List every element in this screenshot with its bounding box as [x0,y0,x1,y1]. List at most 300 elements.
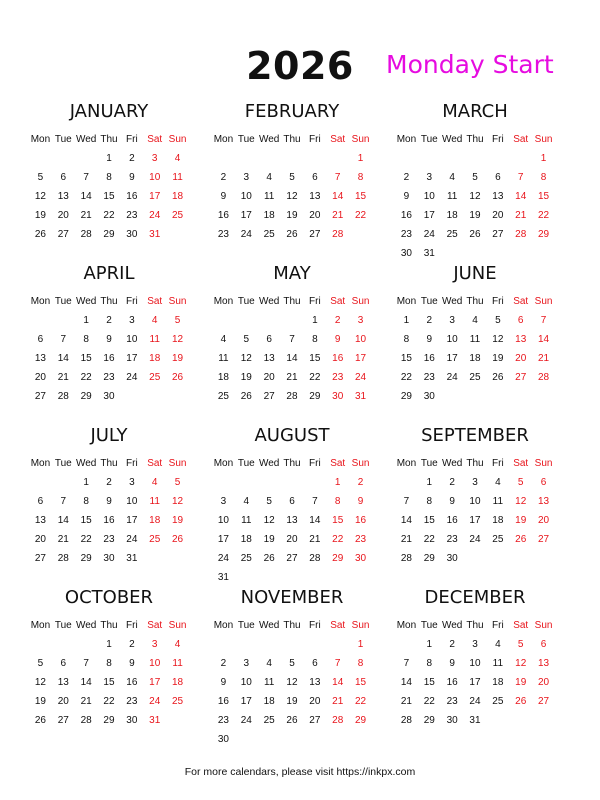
day-cell: 12 [492,334,504,345]
day-cell: 14 [57,353,69,364]
day-cell: 15 [400,353,412,364]
weekday-header-mon: Mon [30,296,51,307]
month-name: OCTOBER [64,587,154,608]
day-cell: 6 [266,334,272,345]
month-july [29,424,189,568]
day-cell: 4 [243,496,250,507]
day-cell: 26 [492,372,504,383]
day-cell: 26 [515,534,527,545]
day-cell: 12 [240,353,252,364]
month-name: AUGUST [254,425,330,446]
day-cell: 10 [126,496,138,507]
day-cell: 27 [538,534,550,545]
day-cell: 23 [400,229,412,240]
day-cell: 6 [60,658,67,669]
day-cell: 4 [174,639,181,650]
weekday-header-sat: Sat [147,620,163,631]
day-cell: 19 [286,210,298,221]
empty-day-cell [29,635,52,654]
day-cell: 15 [332,515,344,526]
month-june [395,262,555,406]
month-december [395,586,555,730]
weekday-header-mon: Mon [213,458,234,469]
day-cell: 29 [103,229,115,240]
day-cell: 9 [129,658,135,669]
day-cell: 21 [515,210,527,221]
day-cell: 7 [403,658,410,669]
day-cell: 12 [286,677,298,688]
day-cell: 18 [492,515,504,526]
day-cell: 14 [332,191,344,202]
day-cell: 25 [240,553,252,564]
day-cell: 21 [309,534,321,545]
day-cell: 23 [446,696,458,707]
day-cell: 6 [540,477,547,488]
day-cell: 29 [355,715,367,726]
day-cell: 26 [34,715,46,726]
day-cell: 27 [309,229,321,240]
day-cell: 22 [355,696,367,707]
weekday-header-mon: Mon [213,134,234,145]
day-cell: 3 [243,658,250,669]
day-cell: 20 [492,210,504,221]
weekday-header-sun: Sun [534,620,553,631]
day-cell: 27 [515,372,527,383]
day-cell: 7 [540,315,547,326]
weekday-header-thu: Thu [100,620,118,631]
day-cell: 19 [515,515,527,526]
day-cell: 2 [449,477,455,488]
day-cell: 21 [57,372,69,383]
weekday-header-fri: Fri [309,134,321,145]
day-cell: 30 [103,553,115,564]
weekday-header-sun: Sun [534,296,553,307]
month-october [29,586,189,730]
day-cell: 28 [80,715,92,726]
day-cell: 28 [286,391,298,402]
day-cell: 18 [172,191,184,202]
weekday-header-sun: Sun [534,458,553,469]
day-cell: 25 [446,229,458,240]
day-cell: 21 [286,372,298,383]
day-cell: 5 [472,172,478,183]
month-name: JANUARY [69,101,149,122]
day-cell: 13 [515,334,527,345]
weekday-header-thu: Thu [100,134,118,145]
weekday-header-fri: Fri [492,620,504,631]
day-cell: 20 [263,372,275,383]
day-cell: 7 [312,496,318,507]
weekday-header-fri: Fri [492,296,504,307]
day-cell: 22 [423,696,435,707]
day-cell: 23 [423,372,435,383]
day-cell: 30 [446,715,458,726]
day-cell: 3 [472,477,478,488]
day-cell: 18 [172,677,184,688]
day-cell: 23 [446,534,458,545]
weekday-header-thu: Thu [283,458,301,469]
weekday-header-sat: Sat [330,296,346,307]
month-april [29,262,189,406]
weekday-header-mon: Mon [396,134,417,145]
day-cell: 13 [538,658,550,669]
weekday-header-sat: Sat [330,458,346,469]
day-cell: 30 [126,229,138,240]
day-cell: 25 [263,229,275,240]
weekday-header-wed: Wed [75,620,97,631]
day-cell: 29 [400,391,412,402]
day-cell: 17 [126,515,138,526]
weekday-header-sun: Sun [351,134,370,145]
weekday-header-wed: Wed [75,458,97,469]
day-cell: 27 [309,715,321,726]
day-cell: 1 [312,315,318,326]
weekday-header-sat: Sat [513,458,529,469]
day-cell: 16 [103,515,115,526]
day-cell: 8 [106,172,112,183]
weekday-header-mon: Mon [213,620,234,631]
month-name: JUNE [453,263,497,284]
day-cell: 9 [106,334,112,345]
day-cell: 30 [217,734,229,745]
day-cell: 2 [220,172,227,183]
weekday-header-thu: Thu [283,296,301,307]
weekday-header-wed: Wed [258,134,280,145]
day-cell: 25 [469,372,481,383]
day-cell: 12 [286,191,298,202]
empty-day-cell [235,149,258,168]
day-cell: 2 [220,658,227,669]
day-cell: 22 [355,210,367,221]
weekday-header-fri: Fri [309,296,321,307]
day-cell: 9 [106,496,112,507]
empty-day-cell [235,311,258,330]
empty-day-cell [303,635,326,654]
day-cell: 10 [469,658,481,669]
month-grid [29,130,189,244]
empty-day-cell [486,149,509,168]
day-cell: 6 [37,496,44,507]
weekday-header-thu: Thu [466,620,484,631]
day-cell: 19 [34,696,46,707]
day-cell: 16 [400,210,412,221]
day-cell: 24 [126,534,138,545]
weekday-header-sat: Sat [330,620,346,631]
day-cell: 9 [129,172,135,183]
day-cell: 10 [240,191,252,202]
day-cell: 31 [126,553,138,564]
day-cell: 9 [426,334,433,345]
weekday-header-wed: Wed [258,296,280,307]
day-cell: 23 [355,534,367,545]
day-cell: 18 [263,696,275,707]
day-cell: 21 [332,210,344,221]
day-cell: 8 [357,172,364,183]
day-cell: 9 [403,191,410,202]
day-cell: 4 [174,153,181,164]
empty-day-cell [52,473,75,492]
day-cell: 22 [309,372,321,383]
day-cell: 16 [103,353,115,364]
day-cell: 29 [538,229,550,240]
weekday-header-tue: Tue [54,458,72,469]
empty-day-cell [395,635,418,654]
day-cell: 4 [449,172,455,183]
day-cell: 22 [80,372,92,383]
day-cell: 15 [309,353,321,364]
day-cell: 20 [309,696,321,707]
day-cell: 20 [57,696,69,707]
empty-day-cell [212,149,235,168]
weekday-header-mon: Mon [396,620,417,631]
day-cell: 7 [403,496,410,507]
day-cell: 23 [103,372,115,383]
day-cell: 14 [80,677,92,688]
day-cell: 13 [57,677,69,688]
day-cell: 8 [426,658,433,669]
day-cell: 27 [492,229,504,240]
day-cell: 31 [423,248,435,259]
day-cell: 16 [217,696,229,707]
weekday-header-thu: Thu [466,134,484,145]
day-cell: 8 [83,496,89,507]
day-cell: 11 [446,191,458,202]
day-cell: 22 [103,210,115,221]
day-cell: 29 [423,715,435,726]
weekday-header-fri: Fri [126,296,138,307]
day-cell: 17 [126,353,138,364]
weekday-header-sat: Sat [147,296,163,307]
empty-day-cell [212,635,235,654]
day-cell: 1 [83,477,89,488]
day-cell: 31 [217,572,229,583]
weekday-header-tue: Tue [237,296,255,307]
empty-day-cell [281,473,304,492]
day-cell: 28 [400,715,412,726]
empty-day-cell [281,311,304,330]
day-cell: 2 [106,477,112,488]
weekday-header-tue: Tue [420,134,438,145]
day-cell: 25 [217,391,229,402]
month-september [395,424,555,568]
day-cell: 5 [289,172,295,183]
day-cell: 3 [151,639,158,650]
day-cell: 18 [240,534,252,545]
day-cell: 8 [312,334,318,345]
day-cell: 30 [103,391,115,402]
weekday-header-tue: Tue [54,296,72,307]
day-cell: 3 [129,315,135,326]
weekday-header-mon: Mon [213,296,234,307]
day-cell: 13 [492,191,504,202]
day-cell: 16 [355,515,367,526]
day-cell: 10 [240,677,252,688]
day-cell: 8 [426,496,433,507]
day-cell: 28 [400,553,412,564]
day-cell: 5 [37,172,44,183]
day-cell: 10 [217,515,229,526]
day-cell: 26 [172,372,184,383]
day-cell: 29 [332,553,344,564]
weekday-header-sat: Sat [513,296,529,307]
footer-note: For more calendars, please visit https://inkpx.com [184,766,416,778]
month-grid [395,292,555,406]
empty-day-cell [52,635,75,654]
day-cell: 17 [240,210,252,221]
empty-day-cell [258,149,281,168]
day-cell: 6 [517,315,524,326]
day-cell: 9 [334,334,341,345]
day-cell: 2 [129,639,135,650]
empty-day-cell [29,149,52,168]
weekday-header-sun: Sun [168,620,187,631]
year-title: 2026 [246,44,354,88]
weekday-header-sat: Sat [147,458,163,469]
day-cell: 11 [469,334,481,345]
day-cell: 17 [240,696,252,707]
day-cell: 29 [309,391,321,402]
weekday-header-thu: Thu [466,296,484,307]
day-cell: 19 [263,534,275,545]
empty-day-cell [303,149,326,168]
day-cell: 30 [126,715,138,726]
day-cell: 1 [106,639,112,650]
day-cell: 8 [334,496,341,507]
day-cell: 18 [263,210,275,221]
day-cell: 11 [263,677,275,688]
weekday-header-wed: Wed [258,458,280,469]
day-cell: 12 [263,515,275,526]
day-cell: 6 [60,172,67,183]
month-grid [212,292,372,406]
day-cell: 14 [515,191,527,202]
day-cell: 19 [172,353,184,364]
day-cell: 13 [309,677,321,688]
weekday-header-tue: Tue [420,458,438,469]
day-cell: 20 [34,534,46,545]
day-cell: 1 [540,153,547,164]
month-grid [212,130,372,244]
day-cell: 9 [357,496,364,507]
day-cell: 1 [334,477,341,488]
day-cell: 13 [34,515,46,526]
day-cell: 10 [149,172,161,183]
day-cell: 9 [220,677,227,688]
day-cell: 3 [220,496,227,507]
day-cell: 13 [309,191,321,202]
day-cell: 15 [423,515,435,526]
day-cell: 21 [538,353,550,364]
day-cell: 11 [241,515,252,526]
month-name: NOVEMBER [240,587,344,608]
day-cell: 20 [515,353,527,364]
day-cell: 19 [34,210,46,221]
day-cell: 17 [355,353,367,364]
calendar-subtitle: Monday Start [386,50,554,79]
day-cell: 13 [34,353,46,364]
day-cell: 16 [126,191,138,202]
day-cell: 16 [217,210,229,221]
day-cell: 31 [469,715,481,726]
day-cell: 20 [57,210,69,221]
day-cell: 4 [151,315,158,326]
day-cell: 23 [217,229,229,240]
day-cell: 14 [400,677,412,688]
day-cell: 10 [149,658,161,669]
day-cell: 20 [286,534,298,545]
day-cell: 6 [312,172,318,183]
day-cell: 7 [83,658,89,669]
day-cell: 7 [60,496,67,507]
empty-day-cell [326,149,349,168]
day-cell: 28 [57,553,69,564]
day-cell: 11 [149,496,160,507]
day-cell: 12 [172,334,184,345]
day-cell: 17 [217,534,229,545]
day-cell: 7 [517,172,524,183]
day-cell: 10 [423,191,435,202]
day-cell: 11 [218,353,229,364]
day-cell: 21 [57,534,69,545]
month-grid [395,130,555,263]
day-cell: 21 [80,696,92,707]
day-cell: 3 [151,153,158,164]
weekday-header-fri: Fri [126,620,138,631]
month-name: DECEMBER [424,587,526,608]
day-cell: 3 [357,315,364,326]
empty-day-cell [418,149,441,168]
empty-day-cell [29,311,52,330]
day-cell: 1 [106,153,112,164]
day-cell: 5 [517,639,524,650]
day-cell: 19 [172,515,184,526]
weekday-header-mon: Mon [396,296,417,307]
weekday-header-wed: Wed [441,620,463,631]
weekday-header-fri: Fri [126,134,138,145]
day-cell: 15 [538,191,550,202]
empty-day-cell [258,473,281,492]
weekday-header-sat: Sat [513,134,529,145]
day-cell: 18 [446,210,458,221]
day-cell: 15 [80,353,92,364]
weekday-header-tue: Tue [54,620,72,631]
empty-day-cell [29,473,52,492]
day-cell: 1 [357,639,364,650]
day-cell: 9 [449,496,455,507]
day-cell: 25 [492,696,504,707]
day-cell: 8 [83,334,89,345]
day-cell: 10 [126,334,138,345]
weekday-header-sat: Sat [330,134,346,145]
day-cell: 25 [492,534,504,545]
day-cell: 1 [426,639,433,650]
day-cell: 29 [423,553,435,564]
day-cell: 21 [400,696,412,707]
weekday-header-mon: Mon [30,134,51,145]
day-cell: 15 [423,677,435,688]
day-cell: 20 [34,372,46,383]
day-cell: 31 [355,391,367,402]
day-cell: 14 [309,515,321,526]
weekday-header-wed: Wed [441,458,463,469]
day-cell: 27 [34,553,46,564]
day-cell: 12 [172,496,184,507]
day-cell: 17 [446,353,458,364]
month-grid [29,292,189,406]
day-cell: 14 [332,677,344,688]
day-cell: 4 [266,172,272,183]
empty-day-cell [326,635,349,654]
